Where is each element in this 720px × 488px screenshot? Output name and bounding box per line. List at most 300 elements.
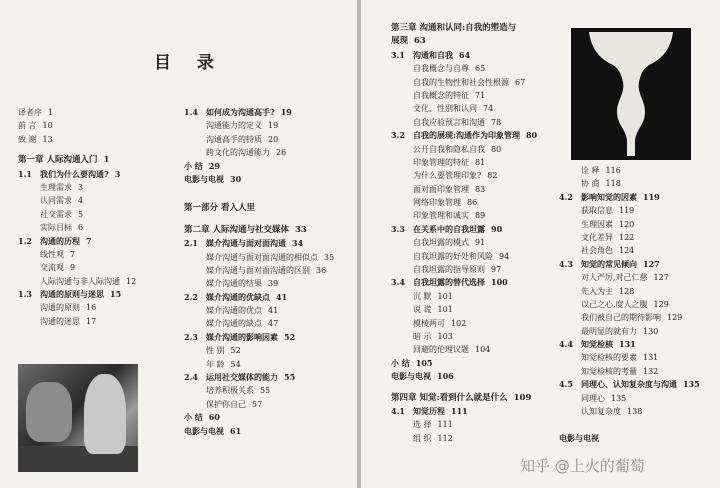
toc-chapter — [18, 154, 173, 167]
toc-chapter — [391, 35, 571, 48]
toc-entry — [184, 358, 354, 371]
toc-entry — [559, 244, 719, 257]
toc-spacer — [184, 194, 354, 202]
toc-entry-title: 自我概念的特征 — [413, 90, 469, 100]
toc-page-number: 64 — [459, 49, 471, 60]
toc-entry-title: 知觉检核 — [581, 339, 613, 350]
toc-entry — [184, 411, 354, 424]
toc-entry-title: 我们被自己的期待影响 — [581, 313, 661, 323]
toc-section — [559, 258, 719, 271]
toc-page-number: 135 — [683, 379, 700, 390]
toc-entry-title: 在关系中的自我坦露 — [413, 223, 485, 234]
toc-page-number: 97 — [491, 265, 502, 275]
toc-page-number: 127 — [643, 258, 660, 269]
toc-entry — [184, 146, 354, 159]
toc-entry-title: 性 别 — [206, 346, 225, 356]
toc-entry-title: 第一部分 看入人里 — [184, 203, 255, 214]
toc-entry-title: 沟通的迷思 — [40, 316, 80, 326]
toc-page-number: 91 — [475, 238, 486, 248]
toc-page-number: 120 — [619, 219, 635, 229]
toc-entry — [391, 343, 571, 356]
toc-entry — [18, 221, 173, 234]
toc-entry-title: 第三章 沟通和认同:自我的塑造与 — [391, 23, 517, 33]
toc-entry-title: 实际目标 — [40, 223, 72, 233]
toc-entry-title: 自我的展现:沟通作为印象管理 — [413, 130, 520, 141]
toc-section-number: 1.1 — [18, 168, 32, 179]
toc-page-number: 105 — [415, 357, 433, 368]
toc-section-number: 4.3 — [559, 258, 573, 269]
toc-entry — [18, 181, 173, 194]
toc-entry-title: 回避的伦理议题 — [413, 345, 469, 355]
toc-page-number: 94 — [499, 251, 510, 261]
toc-page-number: 67 — [515, 77, 526, 87]
toc-section-number: 1.2 — [18, 235, 32, 246]
toc-section — [559, 338, 719, 351]
toc-page-number: 100 — [491, 277, 508, 288]
toc-entry-title: 面对面印象管理 — [413, 184, 469, 194]
toc-entry-title: 沉 默 — [413, 291, 432, 301]
watermark-text: 知乎 @上火的葡萄 — [520, 457, 645, 475]
toc-entry-title: 说 谎 — [413, 305, 432, 315]
toc-column-left-2 — [184, 106, 354, 438]
toc-section-number: 2.1 — [184, 238, 198, 249]
toc-spacer — [18, 146, 173, 154]
toc-entry-title: 媒介沟通的优缺点 — [206, 291, 270, 302]
toc-entry — [559, 285, 719, 298]
toc-entry-title: 对人严厉,对己仁慈 — [581, 273, 648, 283]
toc-entry — [559, 418, 719, 431]
toc-entry-title: 致 谢 — [18, 134, 37, 144]
toc-page-number: 5 — [78, 209, 84, 219]
toc-entry-title: 电影与电视 — [559, 432, 599, 443]
toc-section — [559, 378, 719, 391]
toc-page-number: 30 — [230, 173, 242, 184]
toc-entry-title: 媒介沟通的影响因素 — [206, 331, 278, 342]
toc-entry-title: 知觉检核的考量 — [581, 366, 637, 376]
toc-entry — [391, 432, 571, 445]
toc-entry — [391, 183, 571, 196]
toc-entry-title: 第一章 人际沟通入门 — [18, 155, 98, 166]
toc-entry-title: 先入为主 — [581, 286, 613, 296]
toc-entry — [184, 425, 354, 438]
toc-section-number: 4.5 — [559, 379, 573, 390]
toc-page-number: 102 — [451, 318, 467, 328]
toc-entry-title: 运用社交媒体的能力 — [206, 372, 278, 383]
toc-section-number: 1.4 — [184, 107, 198, 117]
toc-entry — [184, 384, 354, 397]
toc-page-number: 101 — [437, 305, 453, 315]
toc-entry — [391, 209, 571, 222]
toc-entry — [559, 231, 719, 244]
toc-entry — [184, 277, 354, 290]
toc-page-number: 129 — [667, 313, 683, 323]
toc-page-number: 1 — [103, 155, 110, 166]
toc-page-number: 34 — [292, 238, 304, 249]
toc-entry-title: 选 择 — [413, 420, 432, 430]
toc-page-number: 111 — [437, 420, 453, 430]
toc-entry-title: 展现 — [391, 36, 409, 47]
toc-entry — [559, 405, 719, 418]
toc-chapter — [391, 22, 571, 35]
toc-page-number: 3 — [78, 182, 84, 192]
toc-page-number: 124 — [619, 246, 635, 256]
toc-chapter — [184, 224, 354, 237]
toc-entry-title: 前 言 — [18, 121, 37, 131]
toc-entry-title: 保护你自己 — [206, 399, 246, 409]
toc-entry-title: 媒介沟通与面对面沟通的区别 — [206, 265, 310, 275]
toc-entry — [18, 275, 173, 288]
toc-page-number: 135 — [611, 393, 627, 403]
toc-entry-title: 为什么要管理印象? — [413, 171, 482, 181]
toc-entry-title: 暗 示 — [413, 331, 432, 341]
toc-entry-title: 跨文化的沟通能力 — [206, 148, 270, 158]
toc-entry — [184, 133, 354, 146]
toc-section — [391, 129, 571, 142]
toc-page-number: 129 — [653, 299, 669, 309]
toc-entry — [18, 119, 173, 132]
toc-page-number: 112 — [437, 433, 453, 443]
toc-entry — [391, 250, 571, 263]
toc-entry-title: 自我的生物性和社会性根源 — [413, 77, 509, 87]
toc-entry-title: 线性观 — [40, 249, 64, 259]
toc-page-number: 60 — [208, 412, 220, 423]
toc-entry — [184, 251, 354, 264]
toc-page-number: 1 — [48, 108, 54, 117]
toc-entry — [18, 106, 173, 119]
toc-page-number: 130 — [643, 326, 659, 336]
toc-page-number: 39 — [268, 279, 279, 289]
toc-page-number: 118 — [605, 179, 621, 189]
toc-page-number: 138 — [627, 407, 643, 417]
toc-page-number: 103 — [437, 331, 453, 341]
toc-entry-title: 我们为什么要沟通? — [40, 168, 109, 179]
toc-page-number: 9 — [70, 263, 76, 273]
toc-page-number: 132 — [643, 366, 659, 376]
toc-entry-title: 培养积极关系 — [206, 386, 254, 396]
toc-section — [18, 288, 173, 301]
toc-entry-title: 第四章 知觉:看到什么就是什么 — [391, 392, 508, 403]
toc-entry-title: 自我概念与自尊 — [413, 64, 469, 74]
toc-entry-title: 文化差异 — [581, 232, 613, 242]
toc-entry — [184, 160, 354, 173]
toc-page-number: 7 — [86, 235, 92, 246]
toc-entry-title: 交流观 — [40, 263, 64, 273]
toc-entry — [184, 173, 354, 186]
toc-entry-title: 生理需求 — [40, 182, 72, 192]
toc-page-number: 63 — [414, 36, 426, 47]
toc-page-number: 15 — [110, 289, 122, 300]
toc-section — [391, 405, 571, 418]
toc-entry-title: 媒介沟通与面对面沟通的相似点 — [206, 252, 318, 262]
toc-page-number: 55 — [284, 372, 296, 383]
toc-entry-title: 认同需求 — [40, 196, 72, 206]
toc-entry — [18, 315, 173, 328]
toc-entry — [391, 290, 571, 303]
toc-entry-title: 网络印象管理 — [413, 198, 461, 208]
toc-entry-title: 沟通能力的定义 — [206, 121, 262, 131]
toc-page-number: 26 — [276, 148, 287, 158]
toc-section — [18, 235, 173, 248]
toc-entry — [391, 330, 571, 343]
toc-entry-title: 电影与电视 — [184, 173, 224, 184]
toc-page-number: 12 — [126, 276, 137, 286]
toc-entry-title: 媒介沟通的结果 — [206, 279, 262, 289]
toc-section — [391, 276, 571, 289]
toc-section — [184, 291, 354, 304]
toc-section-number: 4.2 — [559, 191, 573, 202]
toc-entry-title: 协 商 — [581, 179, 600, 189]
toc-page-number: 33 — [294, 224, 307, 235]
toc-page-number: 82 — [487, 171, 498, 181]
toc-entry — [391, 263, 571, 276]
toc-entry — [184, 264, 354, 277]
toc-entry — [184, 119, 354, 132]
toc-section — [184, 106, 354, 119]
rubin-vase-illustration — [571, 28, 691, 160]
toc-section-number: 2.4 — [184, 372, 198, 383]
toc-entry-title: 知觉检核的要素 — [581, 353, 637, 363]
left-page — [0, 0, 357, 488]
toc-entry — [559, 298, 719, 311]
toc-entry-title: 小 结 — [391, 357, 410, 368]
toc-entry — [559, 311, 719, 324]
toc-entry-title: 自我坦露的模式 — [413, 238, 469, 248]
toc-entry — [18, 301, 173, 314]
toc-entry — [391, 357, 571, 370]
toc-page-number: 119 — [643, 191, 660, 202]
toc-entry-title: 沟通和自我 — [413, 49, 453, 60]
toc-spacer — [391, 384, 571, 392]
toc-entry-title: 自我坦露的好处和风险 — [413, 251, 493, 261]
toc-entry — [391, 317, 571, 330]
toc-page-number: 41 — [276, 291, 288, 302]
toc-entry — [391, 62, 571, 75]
toc-entry — [559, 432, 719, 445]
toc-entry-title: 译者序 — [18, 108, 42, 117]
toc-page-number: 109 — [513, 392, 532, 403]
toc-page-number: 7 — [70, 249, 76, 259]
toc-section-number: 4.4 — [559, 339, 573, 350]
toc-entry-title: 模棱两可 — [413, 318, 445, 328]
toc-page-number: 78 — [491, 117, 502, 127]
toc-page-number: 29 — [208, 160, 220, 171]
toc-entry-title: 认知复杂度 — [581, 407, 621, 417]
toc-page-number: 122 — [619, 232, 635, 242]
toc-page-number: 41 — [268, 306, 279, 316]
toc-entry — [559, 177, 719, 190]
toc-column-right-1 — [391, 22, 571, 445]
toc-page-number: 52 — [230, 346, 241, 356]
toc-page-number: 61 — [230, 425, 242, 436]
toc-entry — [18, 261, 173, 274]
toc-page-number: 4 — [78, 196, 84, 206]
toc-page-number: 19 — [268, 121, 279, 131]
toc-entry-title: 第二章 人际沟通与社交媒体 — [184, 224, 289, 235]
toc-section — [184, 237, 354, 250]
toc-entry — [391, 156, 571, 169]
toc-section — [559, 191, 719, 204]
toc-section-number: 4.1 — [391, 405, 405, 416]
toc-entry — [391, 196, 571, 209]
toc-entry — [18, 133, 173, 146]
toc-page-number: 86 — [467, 198, 478, 208]
toc-section — [391, 223, 571, 236]
toc-title: 目 录 — [154, 53, 224, 73]
toc-page-number: 47 — [268, 319, 279, 329]
toc-entry-title: 自我坦露的替代选择 — [413, 277, 485, 288]
toc-entry-title: 知觉的常见倾向 — [581, 258, 637, 269]
toc-entry — [391, 116, 571, 129]
toc-page-number: 101 — [437, 291, 453, 301]
toc-spacer — [184, 186, 354, 194]
toc-entry-title: 社交需求 — [40, 209, 72, 219]
toc-page-number: 54 — [230, 359, 241, 369]
toc-entry-title: 如何成为沟通高手? — [206, 107, 275, 117]
toc-part — [184, 202, 354, 215]
toc-page-number: 80 — [491, 144, 502, 154]
toc-entry — [391, 418, 571, 431]
toc-entry — [391, 143, 571, 156]
toc-section — [391, 49, 571, 62]
toc-entry — [559, 271, 719, 284]
toc-entry — [559, 164, 719, 177]
toc-entry-title: 文化、性别和认同 — [413, 104, 477, 114]
toc-page-number: 3 — [114, 168, 121, 179]
toc-page-number: 65 — [475, 64, 486, 74]
toc-entry — [184, 317, 354, 330]
toc-page-number: 36 — [316, 265, 327, 275]
toc-section-number: 3.1 — [391, 49, 405, 60]
toc-entry — [391, 76, 571, 89]
toc-entry-title: 沟通的历程 — [40, 235, 80, 246]
toc-entry-title: 沟通的原则与迷思 — [40, 289, 104, 300]
toc-chapter — [391, 392, 571, 405]
toc-page-number: 17 — [86, 316, 97, 326]
toc-entry-title: 同理心 — [581, 393, 605, 403]
toc-entry — [559, 325, 719, 338]
toc-entry — [18, 248, 173, 261]
toc-page-number: 131 — [619, 339, 636, 350]
toc-section-number: 3.2 — [391, 130, 405, 141]
toc-page-number: 10 — [42, 121, 53, 131]
toc-entry-title: 自我应验预言和沟通 — [413, 117, 485, 127]
toc-entry-title: 年 龄 — [206, 359, 225, 369]
toc-entry — [391, 303, 571, 316]
toc-page-number: 81 — [475, 157, 486, 167]
toc-section-number: 2.3 — [184, 331, 198, 342]
toc-entry-title: 人际沟通与非人际沟通 — [40, 276, 120, 286]
toc-entry-title: 自我坦露的指导原则 — [413, 265, 485, 275]
toc-page-number: 16 — [86, 303, 97, 313]
toc-entry-title: 媒介沟通与面对面沟通 — [206, 238, 286, 249]
toc-entry — [391, 89, 571, 102]
toc-entry-title: 影响知觉的因素 — [581, 191, 637, 202]
toc-entry-title: 诠 释 — [581, 166, 600, 175]
toc-page-number: 116 — [605, 166, 621, 175]
toc-entry — [18, 208, 173, 221]
toc-entry-title: 最明显的就有力 — [581, 326, 637, 336]
toc-entry — [559, 392, 719, 405]
toc-page-number: 111 — [451, 405, 468, 416]
toc-section-number: 3.4 — [391, 277, 405, 288]
toc-entry-title: 小 结 — [184, 412, 203, 423]
toc-section-number: 3.3 — [391, 223, 405, 234]
toc-entry-title: 媒介沟通的缺点 — [206, 319, 262, 329]
toc-entry-title: 印象管理和诚实 — [413, 211, 469, 221]
toc-page-number: 89 — [475, 211, 486, 221]
toc-entry-title: 知觉历程 — [413, 405, 445, 416]
toc-page-number: 6 — [78, 223, 84, 233]
toc-entry-title: 媒介沟通的优点 — [206, 306, 262, 316]
toc-page-number: 131 — [643, 353, 659, 363]
toc-page-number: 13 — [42, 134, 53, 144]
toc-entry — [18, 194, 173, 207]
toc-entry — [559, 218, 719, 231]
toc-entry-title: 印象管理的特征 — [413, 157, 469, 167]
toc-entry — [391, 169, 571, 182]
toc-page-number: 128 — [619, 286, 635, 296]
toc-page-number: 127 — [653, 273, 669, 283]
toc-page-number: 83 — [475, 184, 486, 194]
toc-page-number: 74 — [483, 104, 494, 114]
right-page — [361, 0, 720, 488]
toc-entry — [559, 351, 719, 364]
toc-section — [184, 371, 354, 384]
toc-entry — [559, 365, 719, 378]
toc-entry — [391, 102, 571, 115]
toc-entry — [559, 204, 719, 217]
toc-page-number: 119 — [619, 206, 635, 216]
toc-entry-title: 以己之心,度人之腹 — [581, 299, 648, 309]
toc-page-number: 35 — [324, 252, 335, 262]
toc-entry-title: 社会角色 — [581, 246, 613, 256]
toc-entry-title: 同理心、认知复杂度与沟通 — [581, 379, 677, 390]
toc-entry-title: 组 织 — [413, 433, 432, 443]
toc-page-number: 106 — [437, 371, 454, 382]
toc-column-left-1 — [18, 106, 173, 328]
toc-entry-title: 电影与电视 — [184, 425, 224, 436]
toc-entry-title: 电影与电视 — [391, 371, 431, 382]
toc-section — [184, 331, 354, 344]
toc-page-number: 71 — [475, 90, 486, 100]
toc-entry-title: 沟通的原则 — [40, 303, 80, 313]
toc-entry-title: 公开自我和隐私自我 — [413, 144, 485, 154]
toc-entry-title: 小 结 — [184, 160, 203, 171]
toc-page-number: 57 — [252, 399, 263, 409]
toc-entry-title: 沟通高手的特质 — [206, 134, 262, 144]
toc-entry — [184, 398, 354, 411]
toc-entry — [184, 304, 354, 317]
toc-section-number: 2.2 — [184, 291, 198, 302]
toc-entry — [391, 370, 571, 383]
toc-section — [18, 168, 173, 181]
toc-page-number: 80 — [525, 130, 538, 141]
toc-page-number: 20 — [268, 134, 279, 144]
toc-page-number: 104 — [475, 345, 491, 355]
toc-entry-title: 获取信息 — [581, 206, 613, 216]
toc-page-number: 55 — [260, 386, 271, 396]
toc-page-number: 90 — [491, 223, 503, 234]
toc-spacer — [184, 216, 354, 224]
toc-column-right-2 — [559, 164, 719, 445]
couple-photo — [18, 364, 138, 472]
toc-entry — [184, 344, 354, 357]
toc-page-number: 52 — [284, 331, 296, 342]
toc-entry-title: 生理因素 — [581, 219, 613, 229]
toc-entry — [391, 236, 571, 249]
toc-section-number: 1.3 — [18, 289, 32, 300]
toc-page-number: 19 — [280, 107, 292, 117]
